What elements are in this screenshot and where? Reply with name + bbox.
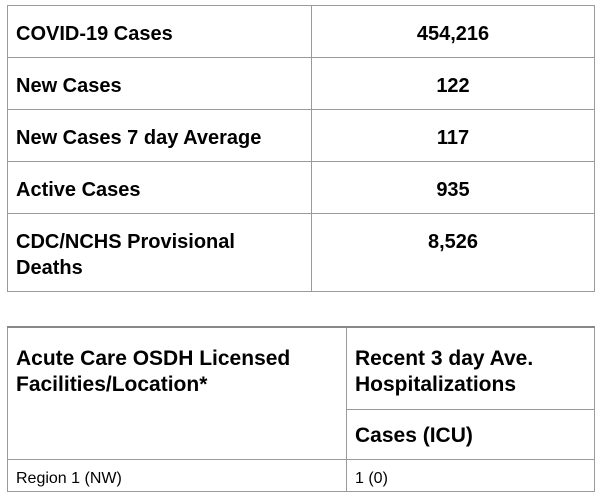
- covid-summary-table: [7, 5, 595, 292]
- stat-label-active-cases: Active Cases: [8, 162, 312, 214]
- table-row: [8, 214, 595, 292]
- table-row: [8, 162, 595, 214]
- stat-value-covid-cases: 454,216: [312, 6, 595, 58]
- stat-value-new-cases: 122: [312, 58, 595, 110]
- cases-icu-header: Cases (ICU): [347, 410, 595, 460]
- table-row: [8, 6, 595, 58]
- table-header-row: [8, 327, 595, 410]
- stat-label-covid-cases: COVID-19 Cases: [8, 6, 312, 58]
- recent-3day-ave-header: Recent 3 day Ave. Hospitalizations: [347, 327, 595, 410]
- table-row: [8, 460, 595, 492]
- stat-label-7day-average: New Cases 7 day Average: [8, 110, 312, 162]
- stat-value-active-cases: 935: [312, 162, 595, 214]
- stat-label-provisional-deaths: CDC/NCHS Provisional Deaths: [8, 214, 312, 292]
- table-row: [8, 110, 595, 162]
- region-location-cell: Region 1 (NW): [8, 460, 347, 492]
- region-cases-cell: 1 (0): [347, 460, 595, 492]
- stat-value-provisional-deaths: 8,526: [312, 214, 595, 292]
- facility-location-header: Acute Care OSDH Licensed Facilities/Location*: [8, 327, 347, 460]
- table-row: [8, 58, 595, 110]
- hospitalization-table: [7, 326, 595, 492]
- stat-value-7day-average: 117: [312, 110, 595, 162]
- stat-label-new-cases: New Cases: [8, 58, 312, 110]
